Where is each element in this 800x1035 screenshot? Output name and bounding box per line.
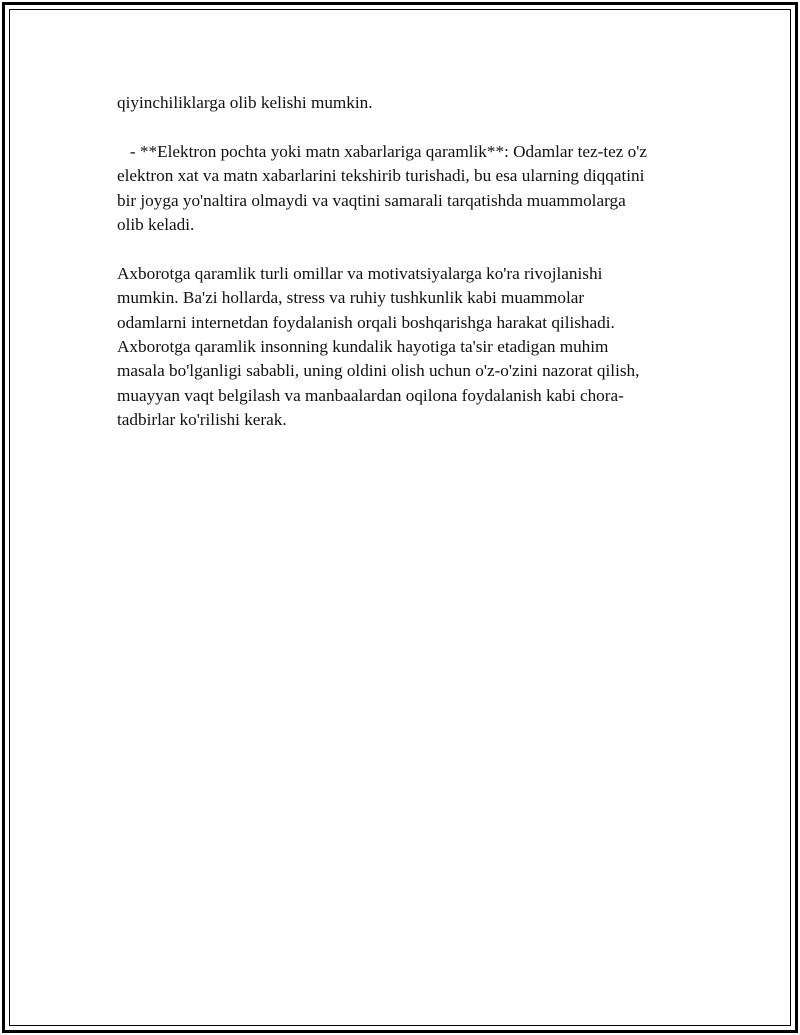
text-line: qiyinchiliklarga olib kelishi mumkin. bbox=[117, 93, 373, 112]
text-line: bir joyga yo'naltira olmaydi va vaqtini samarali tarqatishda muammolarga bbox=[117, 190, 626, 210]
paragraph-gap bbox=[117, 237, 697, 261]
paragraph-continuation bbox=[117, 91, 697, 115]
text-line: odamlarni internetdan foydalanish orqali boshqarishga harakat qilishadi. bbox=[117, 312, 615, 332]
text-line: Axborotga qaramlik turli omillar va motivatsiyalarga ko'ra rivojlanishi bbox=[117, 263, 603, 283]
text-line: Axborotga qaramlik insonning kundalik hayotiga ta'sir etadigan muhim bbox=[117, 337, 609, 357]
text-line: olib keladi. bbox=[117, 215, 195, 235]
document-body bbox=[117, 91, 697, 433]
paragraph-gap bbox=[117, 115, 697, 139]
text-line: muayyan vaqt belgilash va manbaalardan oqilona foydalanish kabi chora- bbox=[117, 385, 624, 405]
paragraph-email-addiction bbox=[117, 140, 697, 238]
text-line: masala bo'lganligi sababli, uning oldini olish uchun o'z-o'zini nazorat qilish, bbox=[117, 361, 640, 381]
text-line: mumkin. Ba'zi hollarda, stress va ruhiy tushkunlik kabi muammolar bbox=[117, 288, 585, 308]
text-line: - **Elektron pochta yoki matn xabarlariga qaramlik**: Odamlar tez-tez o'z bbox=[117, 141, 647, 161]
paragraph-conclusion bbox=[117, 262, 697, 433]
text-line: elektron xat va matn xabarlarini tekshirib turishadi, bu esa ularning diqqatini bbox=[117, 166, 645, 186]
text-line: tadbirlar ko'rilishi kerak. bbox=[117, 410, 287, 430]
